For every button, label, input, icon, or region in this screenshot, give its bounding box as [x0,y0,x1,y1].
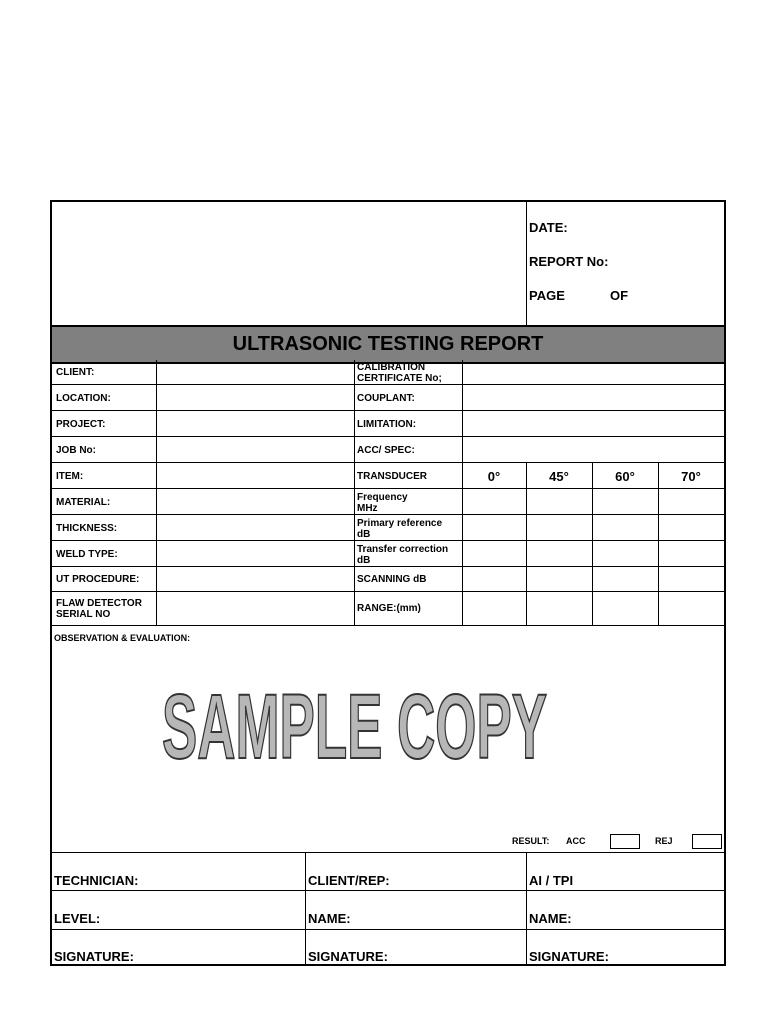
technician-signature-label: SIGNATURE: [54,949,134,964]
col-line [526,462,527,625]
col-line [462,360,463,625]
row-line [52,591,724,592]
client-name-label: NAME: [308,911,351,926]
signoff-line [52,929,724,930]
acc-spec-label: ACC/ SPEC: [357,445,415,456]
watermark-text: SAMPLE COPY [162,676,547,778]
report-form [50,200,726,966]
angle-60: 60° [615,469,635,484]
angle-0: 0° [487,469,501,484]
row-line [52,540,724,541]
row-line [52,384,724,385]
sample-copy-watermark [162,676,552,778]
transfer-correction-label: Transfer correction dB [357,544,449,566]
signoff-col-line [305,852,306,964]
observation-label: OBSERVATION & EVALUATION: [54,633,191,643]
weld-type-label: WELD TYPE: [56,549,118,560]
of-label: OF [610,288,629,303]
result-rej-label: REJ [655,836,673,846]
report-title: ULTRASONIC TESTING REPORT [232,333,544,355]
rej-checkbox[interactable] [692,834,722,849]
client-rep-label: CLIENT/REP: [308,873,390,888]
client-label: CLIENT: [56,367,95,378]
row-line [52,436,724,437]
scanning-db-label: SCANNING dB [357,574,427,585]
date-label: DATE: [529,220,568,235]
ai-name-label: NAME: [529,911,572,926]
row-line [52,462,724,463]
client-signature-label: SIGNATURE: [308,949,388,964]
acc-checkbox[interactable] [610,834,640,849]
thickness-label: THICKNESS: [56,523,118,534]
ai-signature-label: SIGNATURE: [529,949,609,964]
project-label: PROJECT: [56,419,106,430]
row-line [52,514,724,515]
report-no-label: REPORT No: [529,254,609,269]
row-line [52,625,724,626]
angle-45: 45° [549,469,569,484]
row-line [52,566,724,567]
primary-reference-label: Primary reference dB [357,518,443,540]
page-label: PAGE [529,288,565,303]
row-line [52,410,724,411]
ai-tpi-label: AI / TPI [529,873,574,888]
job-no-label: JOB No: [56,445,96,456]
col-line [354,360,355,625]
signoff-col-line [526,852,527,964]
col-line [592,462,593,625]
report-title-bar [52,325,724,364]
signoff-line [52,852,724,853]
flaw-detector-label: FLAW DETECTOR SERIAL NO [56,598,142,620]
result-label: RESULT: [512,836,550,846]
frequency-label: Frequency MHz [357,492,408,514]
couplant-label: COUPLANT: [357,393,415,404]
range-label: RANGE:(mm) [357,603,421,614]
header-divider [526,202,527,325]
ut-procedure-label: UT PROCEDURE: [56,574,140,585]
level-label: LEVEL: [54,911,101,926]
signoff-line [52,890,724,891]
calibration-certificate-label: CALIBRATION CERTIFICATE No; [357,362,442,384]
col-line [156,360,157,625]
limitation-label: LIMITATION: [357,419,417,430]
transducer-label: TRANSDUCER [357,471,427,482]
result-acc-label: ACC [566,836,586,846]
item-label: ITEM: [56,471,84,482]
angle-70: 70° [681,469,701,484]
row-line [52,488,724,489]
location-label: LOCATION: [56,393,111,404]
material-label: MATERIAL: [56,497,111,508]
col-line [658,462,659,625]
technician-label: TECHNICIAN: [54,873,139,888]
